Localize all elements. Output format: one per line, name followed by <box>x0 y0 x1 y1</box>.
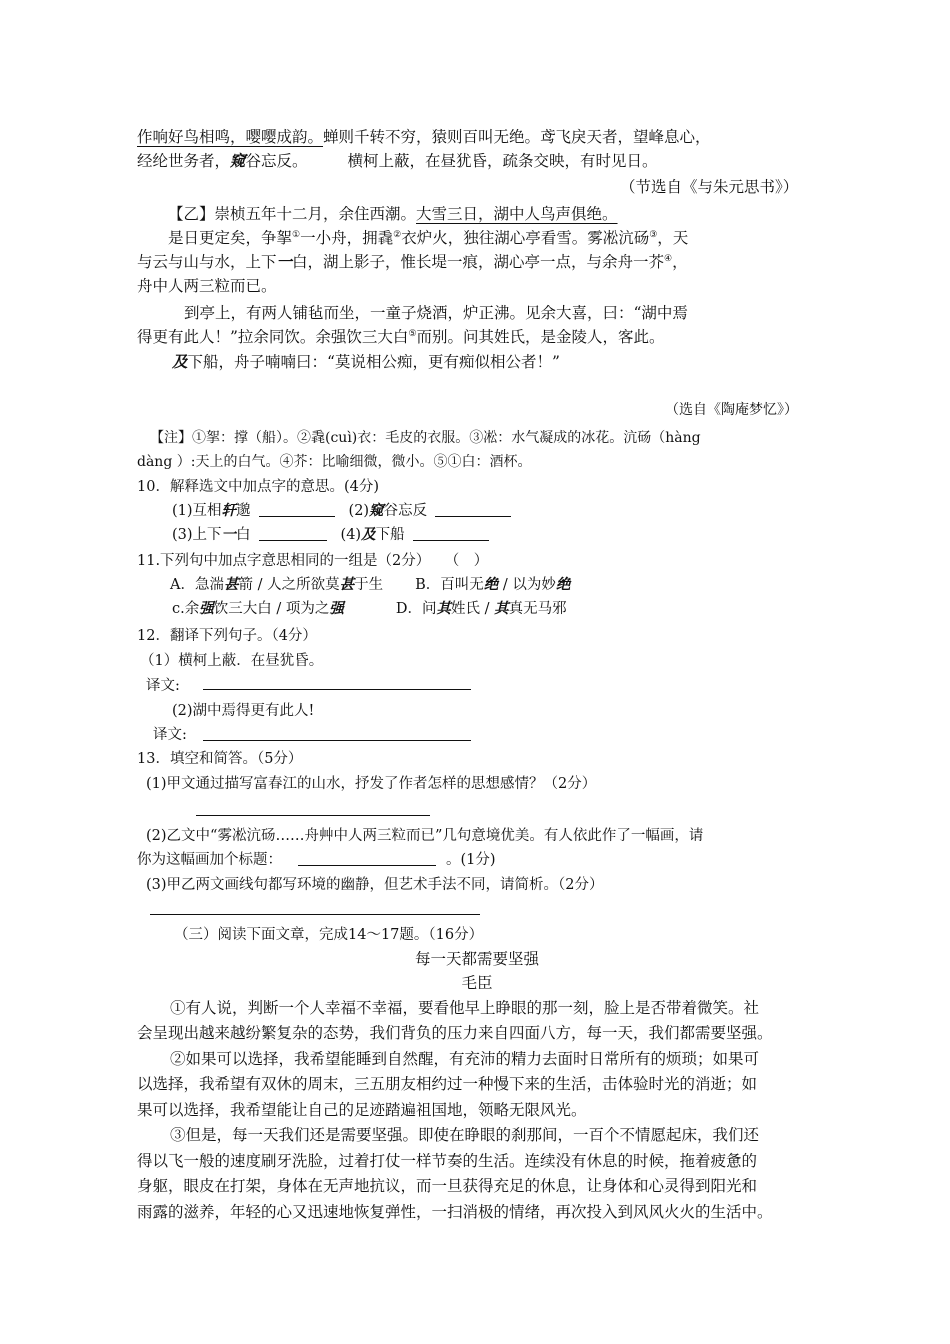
dotted-char: 窥 <box>230 151 246 170</box>
jia-line-2: 经纶世务者，窥谷忘反。 横柯上蔽，在昼犹昏，疏条交映，有时见日。 <box>137 151 658 170</box>
q11-title: 11.下列句中加点字意思相同的一组是（2分） （ ） <box>137 553 489 569</box>
answer-blank[interactable] <box>413 525 489 541</box>
option-b[interactable]: B．百叫无绝 / 以为妙绝 <box>415 576 571 593</box>
yi-source: （选自《陶庵梦忆》） <box>665 402 798 418</box>
underlined-sentence: 作响好鸟相鸣，嘤嘤成韵。 <box>137 128 324 146</box>
underlined-sentence: 大雪三日，湖中人鸟声俱绝。 <box>416 205 618 223</box>
note-line-2: dàng ）:天上的白气。④芥：比喻细微，微小。⑤①白：酒杯。 <box>137 454 532 470</box>
title-blank[interactable] <box>298 850 436 866</box>
yi-para-1: 【乙】崇桢五年十二月，余住西潮。大雪三日，湖中人鸟声俱绝。 <box>168 205 618 223</box>
yi-para-3-line-1: 到亭上，有两人铺毡而坐，一童子烧酒，炉正沸。见余大喜，曰：“湖中焉 <box>184 304 688 322</box>
note-line-1: 【注】①挐：撑（船）。②毳(cuì)衣：毛皮的衣服。③凇：水气凝成的冰花。沆砀（hàng <box>150 430 701 446</box>
translation-line-1[interactable] <box>203 689 471 690</box>
article-para-2-line-3: 果可以选择，我希望能让自己的足迹踏遍祖国地，领略无限风光。 <box>137 1101 587 1119</box>
q12-sentence-2: (2)湖中焉得更有此人! <box>172 703 315 719</box>
article-para-3-line-2: 得以飞一般的速度刷牙洗脸，过着打仗一样节奏的生活。连续没有休息的时候，拖着疲惫的 <box>137 1152 758 1170</box>
answer-blank[interactable] <box>435 501 511 517</box>
q12-sentence-1: （1）横柯上蔽．在昼犹昏。 <box>140 653 324 669</box>
q11-options-row-1 <box>170 574 570 596</box>
article-title: 每一天都需要坚强 <box>414 950 539 968</box>
article-author: 毛臣 <box>461 974 493 992</box>
dotted-char: 轩 <box>221 502 237 519</box>
article-para-3-line-4: 雨露的滋养，年轻的心又迅速地恢复弹性，一扫消极的情绪，再次投入到风风火火的生活中。 <box>137 1203 773 1221</box>
q13-sub-2-line-1: (2)乙文中“雾凇沆砀……舟艸中人两三粒而已”几句意境优美。有人依此作了一幅画，请 <box>146 828 704 844</box>
q13-sub-3: (3)甲乙两文画线句都写环境的幽静，但艺术手法不同，请简析。（2分） <box>146 877 604 893</box>
dotted-char: 及 <box>172 352 188 371</box>
answer-line[interactable] <box>196 815 430 816</box>
q12-translation-label-2: 译文: <box>153 727 187 743</box>
q13-sub-2-line-2: 你为这幅画加个标题： 。(1分) <box>137 852 496 868</box>
answer-blank[interactable] <box>259 501 335 517</box>
yi-para-2-line-3: 舟中人两三粒而已。 <box>137 277 277 295</box>
article-para-1-line-2: 会呈现出越来越纷繁复杂的态势，我们背负的压力来自四面八方，每一天，我们都需要坚强。 <box>137 1024 773 1042</box>
q13-title: 13．填空和简答。（5分） <box>137 751 303 767</box>
q10-row-1: (1)互相轩邈 (2)窥谷忘反 <box>172 500 511 522</box>
q11-options-row-2 <box>172 598 567 620</box>
option-c[interactable]: c.余强饮三大白 / 项为之强 <box>172 600 344 617</box>
q13-sub-1: (1)甲文通过描写富春江的山水，抒发了作者怎样的思想感情？（2分） <box>146 776 597 792</box>
q12-translation-label-1: 译文: <box>146 678 180 694</box>
article-para-2-line-2: 以选择，我希望有双休的周末，三五朋友相约过一种慢下来的生活，击体验时光的消逝；如 <box>137 1075 758 1093</box>
dotted-char: 及 <box>361 526 376 543</box>
article-para-1-line-1: ①有人说，判断一个人幸福不幸福，要看他早上睁眼的那一刻，脸上是否带着微笑。社 <box>170 999 760 1017</box>
q12-title: 12．翻译下列句子。（4分） <box>137 628 317 644</box>
yi-para-2-line-2: 与云与山与水，上下一白，湖上影子，惟长堤一痕，湖心亭一点，与余舟一芥④， <box>137 252 688 271</box>
translation-line-2[interactable] <box>203 740 471 741</box>
dotted-char: 一 <box>276 252 293 271</box>
answer-blank[interactable] <box>259 525 327 541</box>
answer-line[interactable] <box>150 914 480 915</box>
jia-source: （节选自《与朱元思书》） <box>620 178 799 196</box>
dotted-char: 窥 <box>369 502 384 519</box>
option-d[interactable]: D．问其姓氏 / 其真无马邪 <box>395 600 567 617</box>
option-a[interactable]: A．急湍甚箭 / 人之所欲莫甚于生 <box>170 576 384 593</box>
article-para-3-line-1: ③但是，每一天我们还是需要坚强。即使在睁眼的刹那间，一百个不情愿起床，我们还 <box>170 1126 760 1144</box>
jia-line-1: 作响好鸟相鸣，嘤嘤成韵。蝉则千转不穷，猿则百叫无绝。鸢飞戾天者，望峰息心， <box>137 128 711 146</box>
dotted-char: 一 <box>221 526 237 543</box>
article-para-2-line-1: ②如果可以选择，我希望能睡到自然醒，有充沛的精力去面时日常所有的烦琐；如果可 <box>170 1050 760 1068</box>
article-para-3-line-3: 身躯，眼皮在打架，身体在无声地抗议，而一旦获得充足的休息，让身体和心灵得到阳光和 <box>137 1177 758 1195</box>
q10-row-2: (3)上下一白 (4)及下船 <box>172 524 489 546</box>
section-heading: （三）阅读下面文章，完成14～17题。（16分） <box>174 927 484 943</box>
yi-para-4: 及下船，舟子喃喃曰：“莫说相公痴，更有痴似相公者！” <box>172 352 560 371</box>
yi-para-2-line-1: 是日更定矣，争挐①一小舟，拥毳②衣炉火，独往湖心亭看雪。雾凇沆砀③，天 <box>168 229 689 247</box>
q10-title: 10．解释选文中加点字的意思。(4分) <box>137 479 379 495</box>
yi-para-3-line-2: 得更有此人！”拉余同饮。余强饮三大白⑤而别。问其姓氏，是金陵人，客此。 <box>137 328 665 346</box>
